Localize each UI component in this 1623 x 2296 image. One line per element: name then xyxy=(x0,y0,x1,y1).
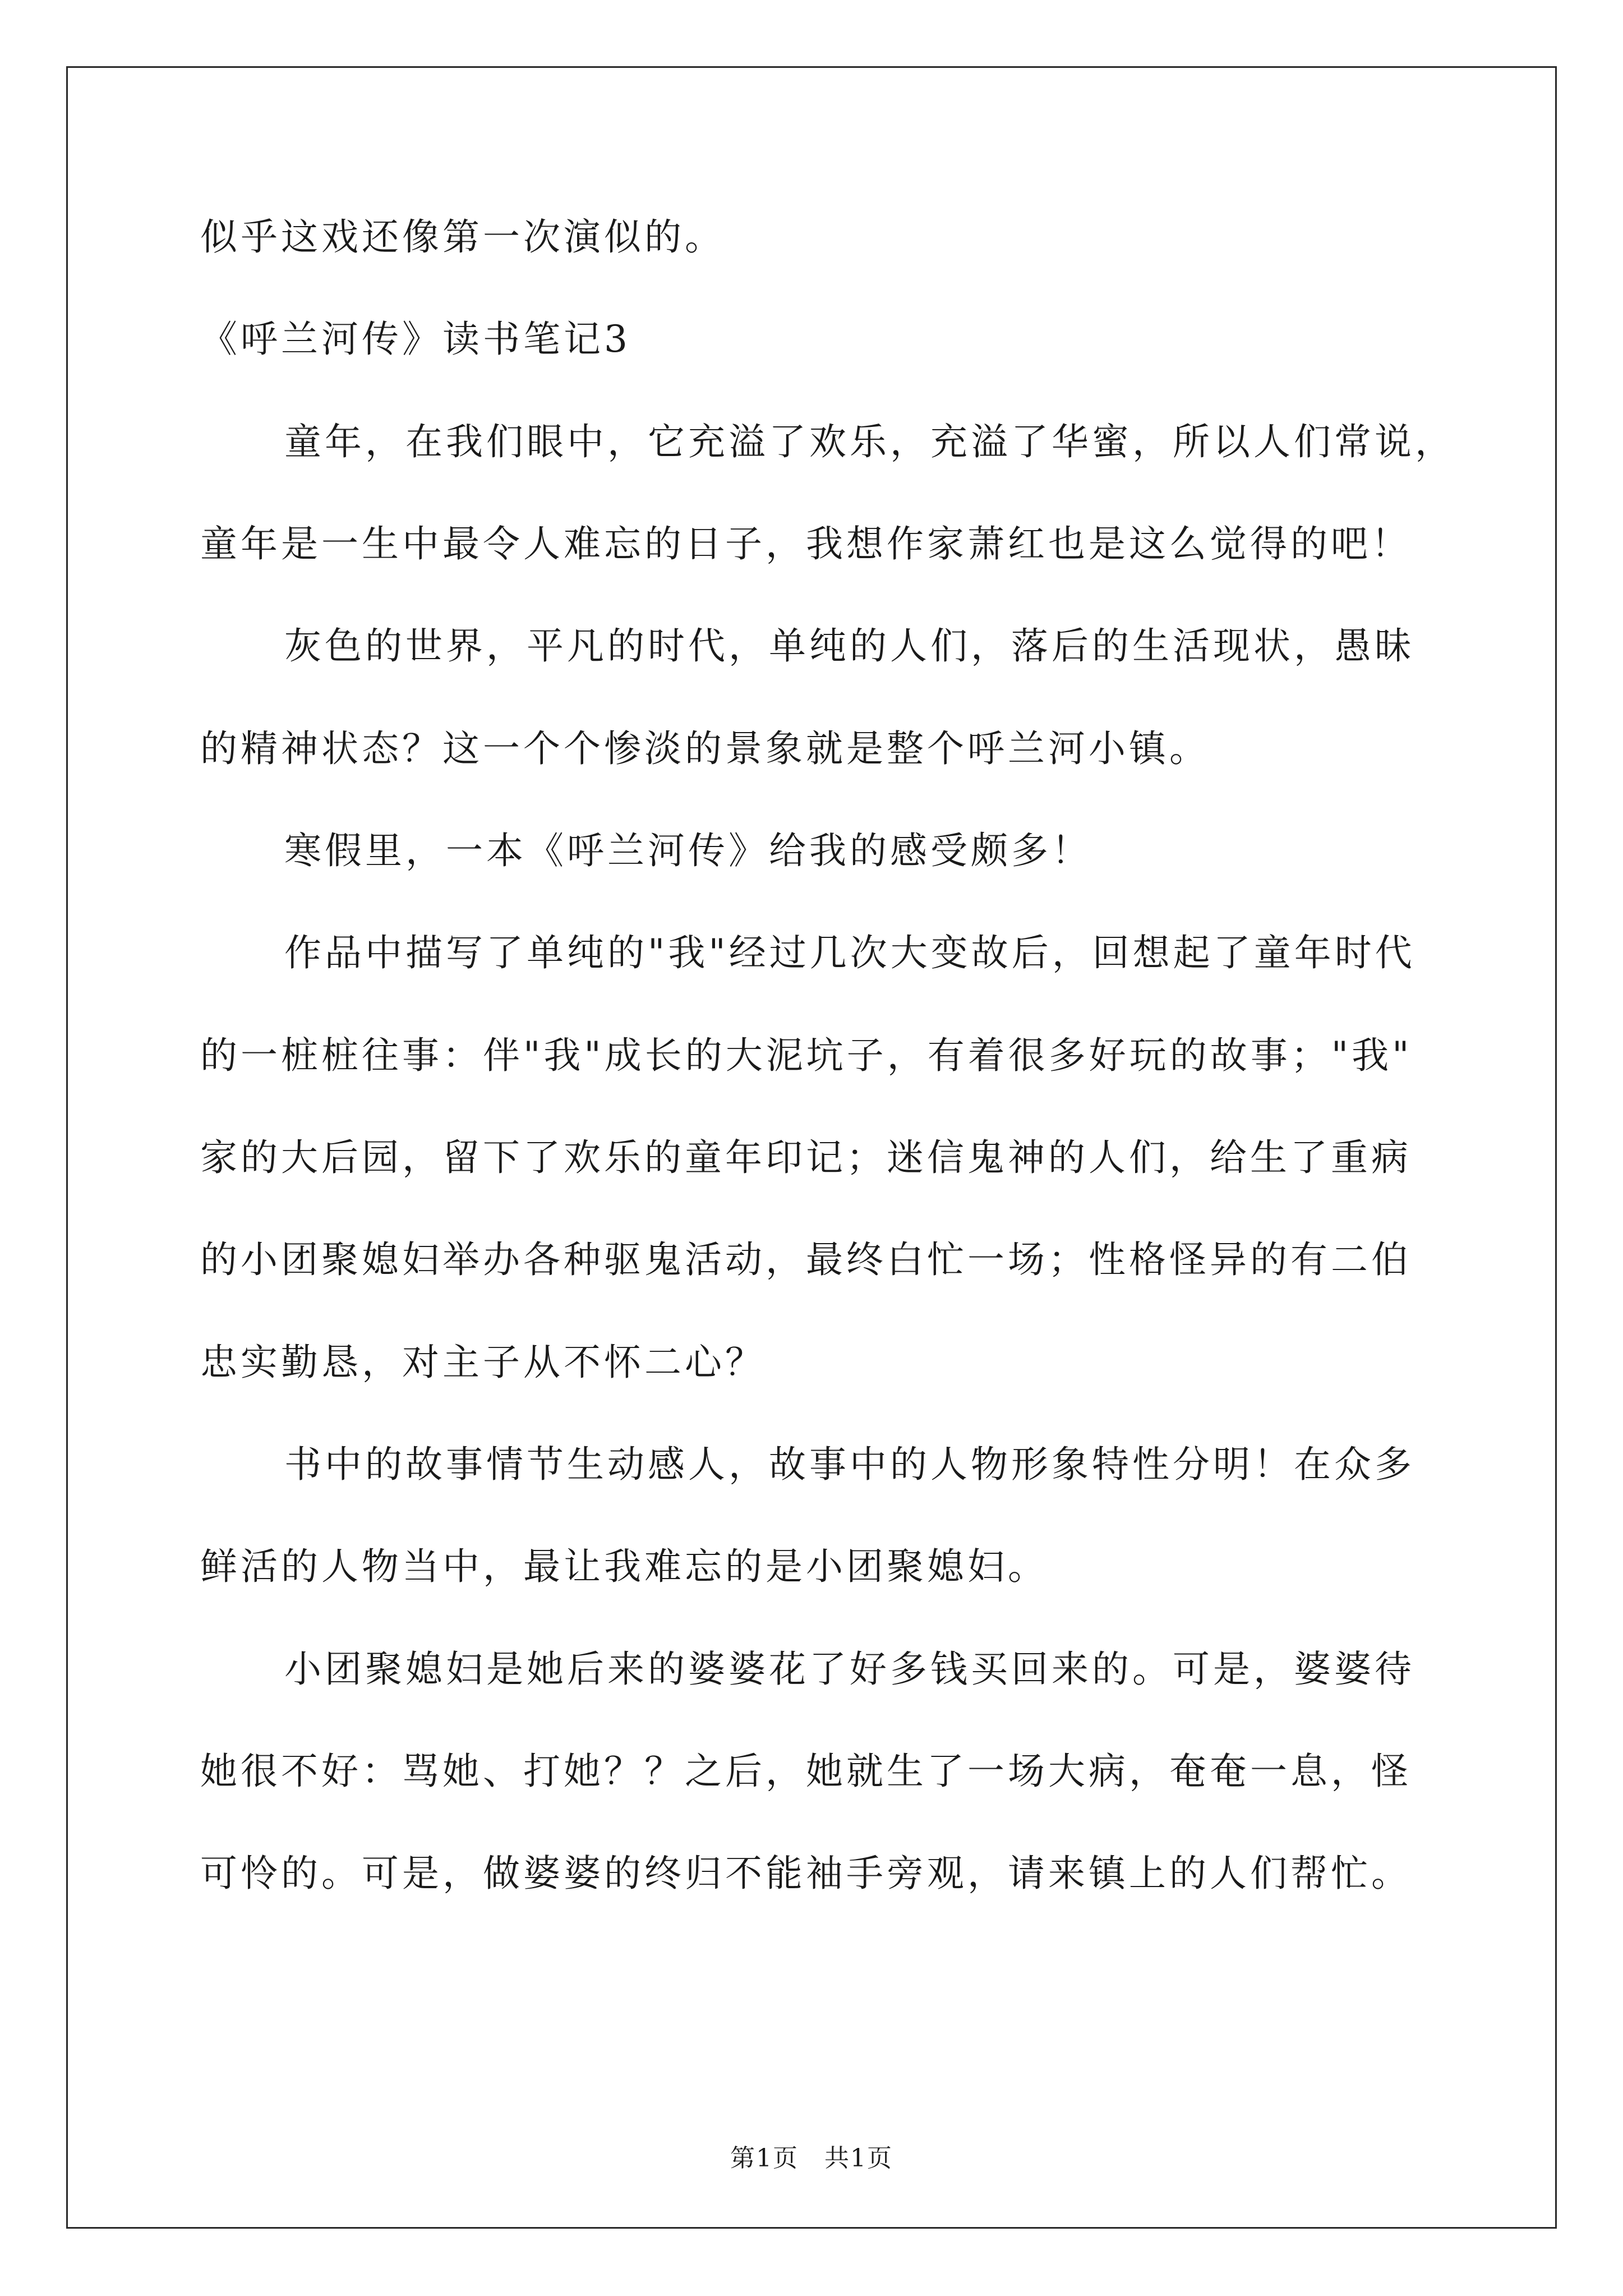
text-line: 小团聚媳妇是她后来的婆婆花了好多钱买回来的。可是，婆婆待 xyxy=(284,1648,1415,1691)
text-line: 可怜的。可是，做婆婆的终归不能袖手旁观，请来镇上的人们帮忙。 xyxy=(200,1852,1412,1895)
text-line: 的精神状态？这一个个惨淡的景象就是整个呼兰河小镇。 xyxy=(200,727,1210,770)
page-number: 第1页 共1页 xyxy=(730,2144,893,2173)
text-line: 书中的故事情节生动感人，故事中的人物形象特性分明！在众多 xyxy=(284,1443,1415,1486)
text-line: 童年，在我们眼中，它充溢了欢乐，充溢了华蜜，所以人们常说， xyxy=(284,420,1455,463)
text-line: 忠实勤恳，对主子从不怀二心？ xyxy=(200,1341,766,1384)
text-line: 的一桩桩往事：伴"我"成长的大泥坑子，有着很多好玩的故事；"我" xyxy=(200,1034,1413,1077)
text-line: 的小团聚媳妇举办各种驱鬼活动，最终白忙一场；性格怪异的有二伯 xyxy=(200,1238,1412,1281)
text-line: 作品中描写了单纯的"我"经过几次大变故后，回想起了童年时代 xyxy=(284,931,1415,974)
text-line: 灰色的世界，平凡的时代，单纯的人们，落后的生活现状，愚昧 xyxy=(284,624,1415,668)
text-line: 寒假里，一本《呼兰河传》给我的感受颇多！ xyxy=(284,829,1092,872)
text-line: 童年是一生中最令人难忘的日子，我想作家萧红也是这么觉得的吧！ xyxy=(200,522,1412,565)
text-line: 似乎这戏还像第一次演似的。 xyxy=(200,215,725,259)
text-line: 鲜活的人物当中，最让我难忘的是小团聚媳妇。 xyxy=(200,1545,1048,1588)
text-line: 她很不好：骂她、打她？？之后，她就生了一场大病，奄奄一息，怪 xyxy=(200,1750,1412,1793)
section-heading: 《呼兰河传》读书笔记3 xyxy=(200,318,631,361)
text-line: 家的大后园，留下了欢乐的童年印记；迷信鬼神的人们，给生了重病 xyxy=(200,1136,1412,1179)
